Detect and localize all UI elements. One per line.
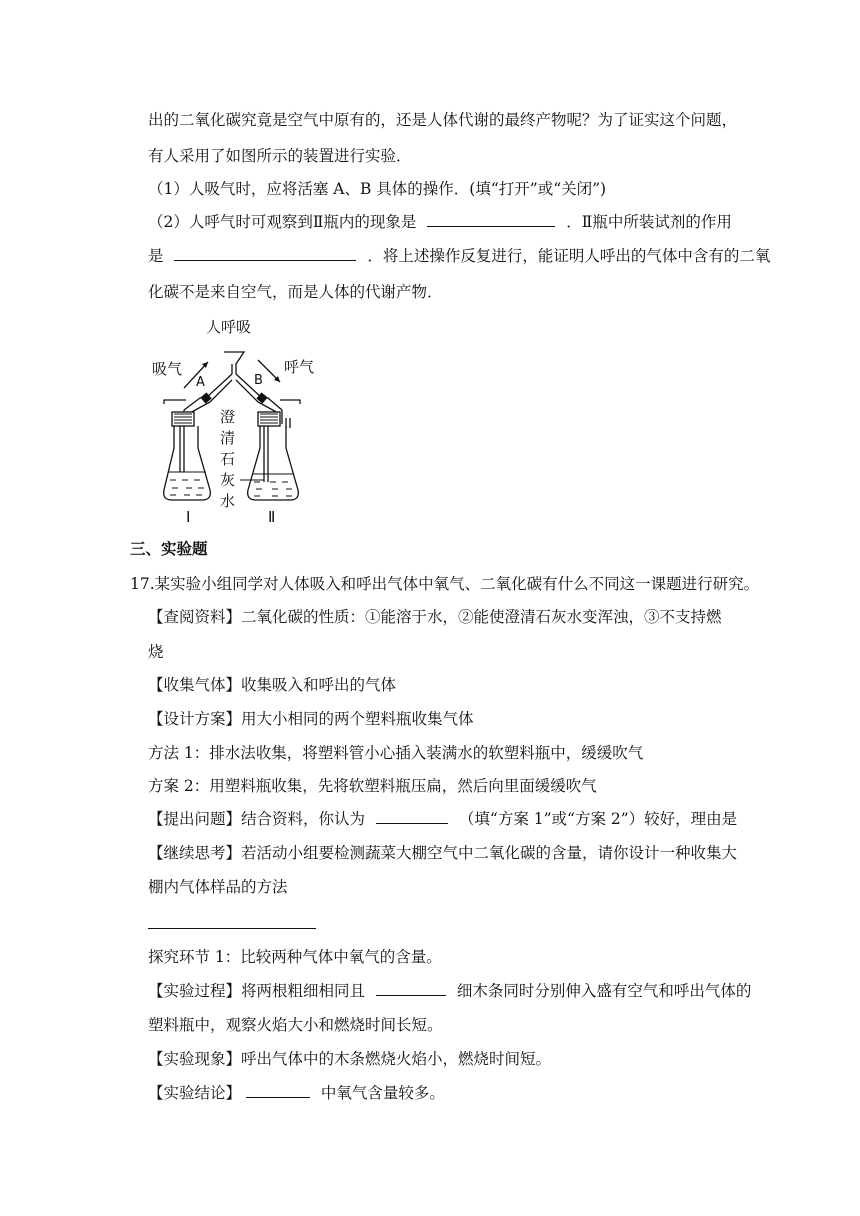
q17-line-15 [148, 1082, 445, 1104]
q17-line-10: 棚内气体样品的方法 [148, 878, 288, 896]
mouthpiece-shape [224, 352, 244, 374]
flask-1-shape [164, 426, 211, 500]
reagent-char-5: 水 [220, 492, 236, 510]
q17-line-9: 【继续思考】若活动小组要检测蔬菜大棚空气中二氧化碳的含量，请你设计一种收集大 [148, 844, 738, 862]
question-2-text-b: ．Ⅱ瓶中所装试剂的作用 [566, 213, 732, 231]
label-flask-2: Ⅱ [268, 508, 276, 526]
apparatus-figure [140, 312, 340, 532]
question-2-text-d: ．将上述操作反复进行，能证明人呼出的气体中含有的二氧 [367, 247, 771, 265]
reagent-char-3: 石 [220, 450, 236, 468]
q17-line-11: 探究环节 1：比较两种气体中氧气的含量。 [148, 948, 442, 966]
label-flask-1: Ⅰ [186, 508, 191, 526]
section-title: 三、实验题 [130, 539, 208, 558]
q17-line-3: 烧 [148, 643, 164, 661]
answer-blank-method[interactable] [148, 928, 316, 929]
label-exhale: 呼气 [284, 358, 315, 376]
q17-line-8-text-b: （填“方案 1”或“方案 2”）较好，理由是 [458, 810, 738, 828]
q17-line-8-text-a: 【提出问题】结合资料，你认为 [148, 810, 366, 828]
q17-line-14: 【实验现象】呼出气体中的木条燃烧火焰小，燃烧时间短。 [148, 1050, 552, 1068]
answer-blank-plan[interactable] [376, 809, 448, 824]
question-2-text-c: 是 [148, 247, 164, 265]
label-valve-a: A [196, 375, 205, 390]
q17-line-15-text-a: 【实验结论】 [148, 1084, 242, 1102]
q17-line-2: 【查阅资料】二氧化碳的性质：①能溶于水，②能使澄清石灰水变浑浊，③不支持燃 [148, 608, 722, 626]
question-2-line-1 [148, 211, 732, 233]
reagent-char-1: 澄 [220, 408, 236, 426]
q17-line-4: 【收集气体】收集吸入和呼出的气体 [148, 676, 397, 694]
label-breathing: 人呼吸 [206, 318, 252, 336]
q17-line-12-text-a: 【实验过程】将两根粗细相同且 [148, 982, 366, 1000]
label-valve-b: B [254, 373, 263, 388]
answer-blank-reagent-role[interactable] [174, 246, 356, 261]
question-1: （1）人吸气时，应将活塞 A、B 具体的操作．(填“打开”或“关闭”) [148, 180, 607, 198]
q17-line-12 [148, 980, 751, 1002]
label-inhale: 吸气 [152, 360, 183, 378]
answer-blank-wood[interactable] [376, 981, 446, 996]
reagent-char-4: 灰 [220, 471, 236, 489]
question-2-text-a: （2）人呼气时可观察到Ⅱ瓶内的现象是 [148, 213, 417, 231]
intro-line-2: 有人采用了如图所示的装置进行实验． [148, 147, 412, 165]
q17-line-5: 【设计方案】用大小相同的两个塑料瓶收集气体 [148, 710, 474, 728]
reagent-char-2: 清 [220, 429, 236, 447]
answer-blank-conclusion[interactable] [246, 1083, 310, 1098]
question-2-line-2 [148, 245, 770, 267]
q17-line-15-text-b: 中氧气含量较多。 [320, 1084, 445, 1102]
q17-line-1: 17.某实验小组同学对人体吸入和呼出气体中氧气、二氧化碳有什么不同这一课题进行研究。 [130, 575, 760, 593]
question-2-line-3: 化碳不是来自空气，而是人体的代谢产物． [148, 283, 443, 301]
intro-line-1: 出的二氧化碳究竟是空气中原有的，还是人体代谢的最终产物呢？为了证实这个问题， [148, 111, 738, 129]
q17-line-6: 方法 1：排水法收集，将塑料管小心插入装满水的软塑料瓶中，缓缓吹气 [148, 744, 644, 762]
q17-line-13: 塑料瓶中，观察火焰大小和燃烧时间长短。 [148, 1016, 443, 1034]
q17-line-7: 方案 2：用塑料瓶收集，先将软塑料瓶压扁，然后向里面缓缓吹气 [148, 777, 597, 795]
q17-line-12-text-b: 细木条同时分别伸入盛有空气和呼出气体的 [456, 982, 752, 1000]
answer-blank-phenomenon[interactable] [427, 212, 555, 227]
q17-line-8 [148, 808, 737, 830]
apparatus-diagram [140, 312, 340, 532]
